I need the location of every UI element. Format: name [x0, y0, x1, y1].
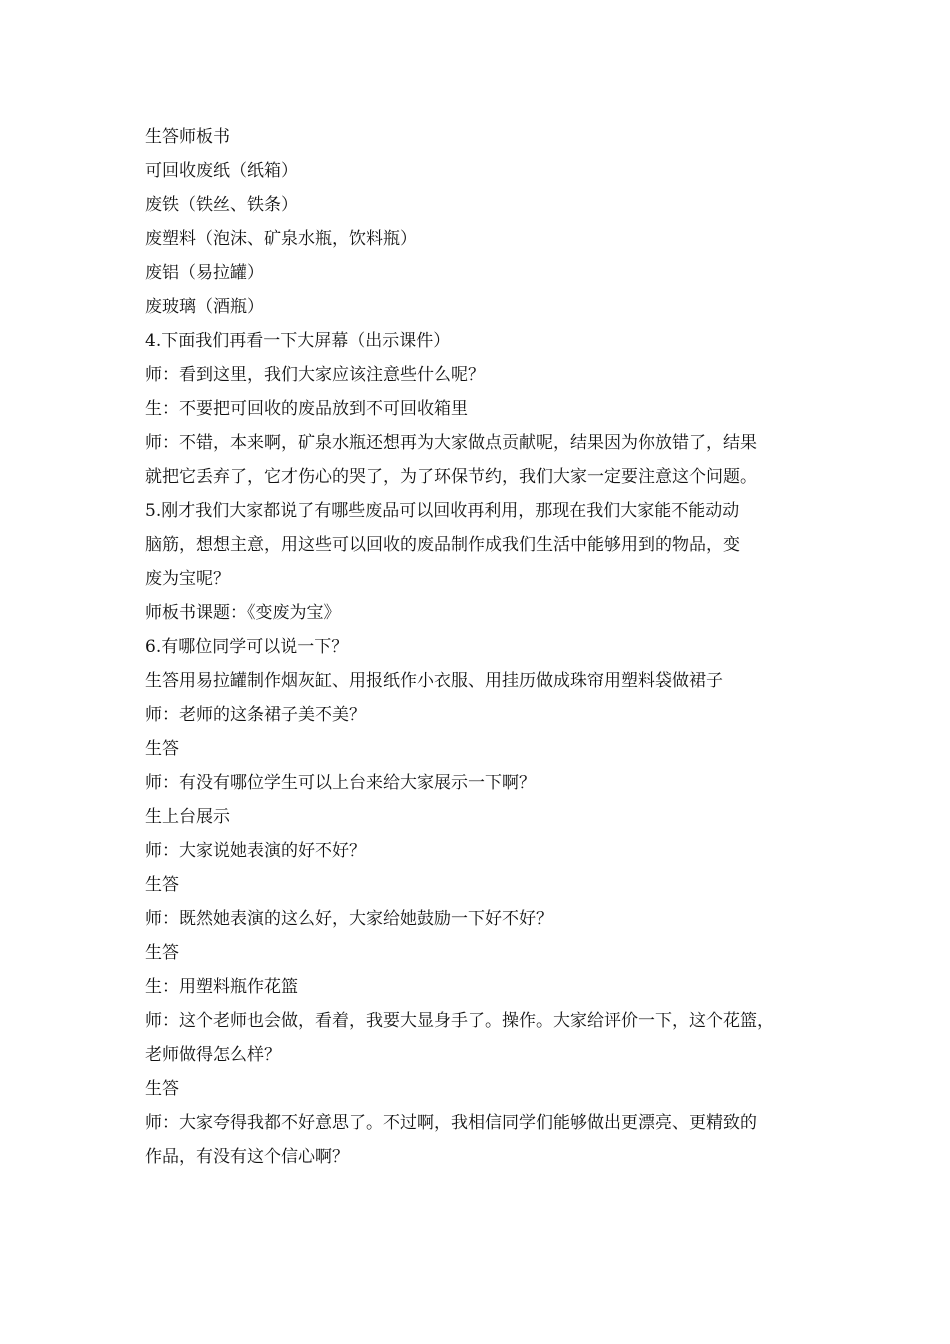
text-line: 可回收废纸（纸箱）	[145, 161, 298, 181]
document-body	[145, 120, 810, 1174]
text-line: 脑筋，想想主意，用这些可以回收的废品制作成我们生活中能够用到的物品，变	[145, 535, 740, 555]
text-line: 生答师板书	[145, 127, 230, 147]
text-line: 生答	[145, 739, 179, 759]
text-line: 师：有没有哪位学生可以上台来给大家展示一下啊？	[145, 773, 536, 793]
text-line: 生：不要把可回收的废品放到不可回收箱里	[145, 399, 468, 419]
text-line: 师：不错，本来啊，矿泉水瓶还想再为大家做点贡献呢，结果因为你放错了，结果	[145, 433, 757, 453]
text-line: 师：既然她表演的这么好，大家给她鼓励一下好不好？	[145, 909, 553, 929]
text-line: 6.有哪位同学可以说一下？	[145, 637, 349, 657]
text-line: 废塑料（泡沫、矿泉水瓶，饮料瓶）	[145, 229, 417, 249]
text-line: 作品，有没有这个信心啊？	[145, 1147, 349, 1167]
text-line: 生答用易拉罐制作烟灰缸、用报纸作小衣服、用挂历做成珠帘用塑料袋做裙子	[145, 671, 723, 691]
text-line: 4.下面我们再看一下大屏幕（出示课件）	[145, 331, 451, 351]
text-line: 师：看到这里，我们大家应该注意些什么呢？	[145, 365, 485, 385]
text-line: 5.刚才我们大家都说了有哪些废品可以回收再利用，那现在我们大家能不能动动	[145, 501, 740, 521]
text-line: 师板书课题：《变废为宝》	[145, 603, 341, 623]
text-line: 老师做得怎么样？	[145, 1045, 281, 1065]
text-line: 师：老师的这条裙子美不美？	[145, 705, 366, 725]
text-line: 生上台展示	[145, 807, 230, 827]
text-line: 废为宝呢？	[145, 569, 230, 589]
text-line: 生答	[145, 943, 179, 963]
text-line: 师：大家说她表演的好不好？	[145, 841, 366, 861]
text-line: 废铁（铁丝、铁条）	[145, 195, 298, 215]
text-line: 就把它丢弃了，它才伤心的哭了，为了环保节约，我们大家一定要注意这个问题。	[145, 467, 757, 487]
text-line: 废铝（易拉罐）	[145, 263, 264, 283]
text-line: 师：这个老师也会做，看着，我要大显身手了。操作。大家给评价一下，这个花篮，	[145, 1011, 774, 1031]
text-line: 生答	[145, 875, 179, 895]
text-line: 师：大家夸得我都不好意思了。不过啊，我相信同学们能够做出更漂亮、更精致的	[145, 1113, 757, 1133]
text-line: 废玻璃（酒瓶）	[145, 297, 264, 317]
text-line: 生答	[145, 1079, 179, 1099]
text-line: 生：用塑料瓶作花篮	[145, 977, 298, 997]
